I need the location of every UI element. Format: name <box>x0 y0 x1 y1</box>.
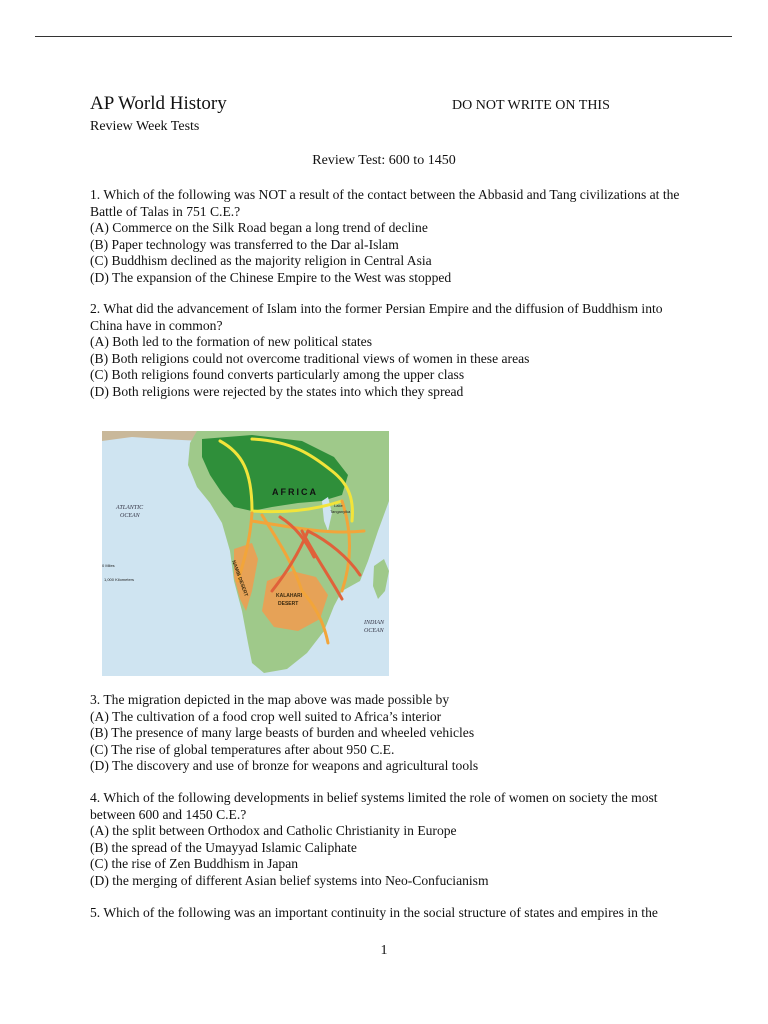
answer-option: (C) the rise of Zen Buddhism in Japan <box>90 856 299 871</box>
lake-label: Lake <box>334 503 343 508</box>
kalahari-desert-label: DESERT <box>278 601 299 607</box>
question-stem: 5. Which of the following was an important continuity in the social structure of states and empires in the <box>90 905 658 920</box>
question-5 <box>90 905 680 922</box>
answer-option: (D) The expansion of the Chinese Empire to the West was stopped <box>90 269 452 285</box>
answer-option: (A) Commerce on the Silk Road began a long trend of decline <box>90 220 428 235</box>
answer-option: (B) the spread of the Umayyad Islamic Caliphate <box>90 839 357 855</box>
answer-option: (A) The cultivation of a food crop well suited to Africa’s interior <box>90 708 442 724</box>
atlantic-ocean-label: OCEAN <box>120 513 140 519</box>
question-3 <box>90 692 680 775</box>
answer-option: (B) Both religions could not overcome traditional views of women in these areas <box>90 350 530 366</box>
bantu-migration-map <box>102 431 389 676</box>
answer-option: (B) The presence of many large beasts of burden and wheeled vehicles <box>90 725 475 740</box>
subtitle: Review Week Tests <box>90 119 200 134</box>
answer-option: (A) Both led to the formation of new political states <box>90 334 373 349</box>
page-number: 1 <box>380 943 388 958</box>
course-title: AP World History <box>90 93 227 114</box>
answer-option: (C) The rise of global temperatures after about 950 C.E. <box>90 741 395 757</box>
test-title: Review Test: 600 to 1450 <box>312 153 456 168</box>
question-stem: 3. The migration depicted in the map above was made possible by <box>90 692 450 707</box>
answer-option: (D) The discovery and use of bronze for weapons and agricultural tools <box>90 758 479 773</box>
answer-option: (C) Both religions found converts particularly among the upper class <box>90 367 465 382</box>
top-rule <box>35 36 732 37</box>
question-1 <box>90 187 680 286</box>
answer-option: (D) Both religions were rejected by the states into which they spread <box>90 383 464 399</box>
atlantic-label: ATLANTIC <box>116 505 144 511</box>
answer-option: (A) the split between Orthodox and Catholic Christianity in Europe <box>90 823 457 838</box>
lake-name-label: Tanganyika <box>330 509 351 514</box>
answer-option: (D) the merging of different Asian belief systems into Neo-Confucianism <box>90 872 489 888</box>
notice-text: DO NOT WRITE ON THIS <box>452 98 610 113</box>
africa-label: AFRICA <box>272 487 318 497</box>
answer-option: (B) Paper technology was transferred to the Dar al-Islam <box>90 236 399 252</box>
question-2 <box>90 301 680 400</box>
namib-label: NAMIB DESERT <box>230 559 249 598</box>
scale-miles: 0 Miles <box>102 563 115 568</box>
indian-label: INDIAN <box>364 620 384 626</box>
scale-kilometers: 1,000 Kilometers <box>104 577 135 582</box>
question-stem: 4. Which of the following developments in belief systems limited the role of women on society the most between 600 and 1450 C.E.? <box>90 790 658 822</box>
question-stem: 2. What did the advancement of Islam into the former Persian Empire and the diffusion of Buddhism into China have in common? <box>90 301 663 333</box>
kalahari-label: KALAHARI <box>276 593 303 599</box>
indian-ocean-label: OCEAN <box>364 628 384 634</box>
question-4 <box>90 790 680 889</box>
answer-option: (C) Buddhism declined as the majority religion in Central Asia <box>90 253 432 268</box>
question-stem: 1. Which of the following was NOT a result of the contact between the Abbasid and Tang civilizations at the Battle of Talas in 751 C.E.? <box>90 187 680 219</box>
